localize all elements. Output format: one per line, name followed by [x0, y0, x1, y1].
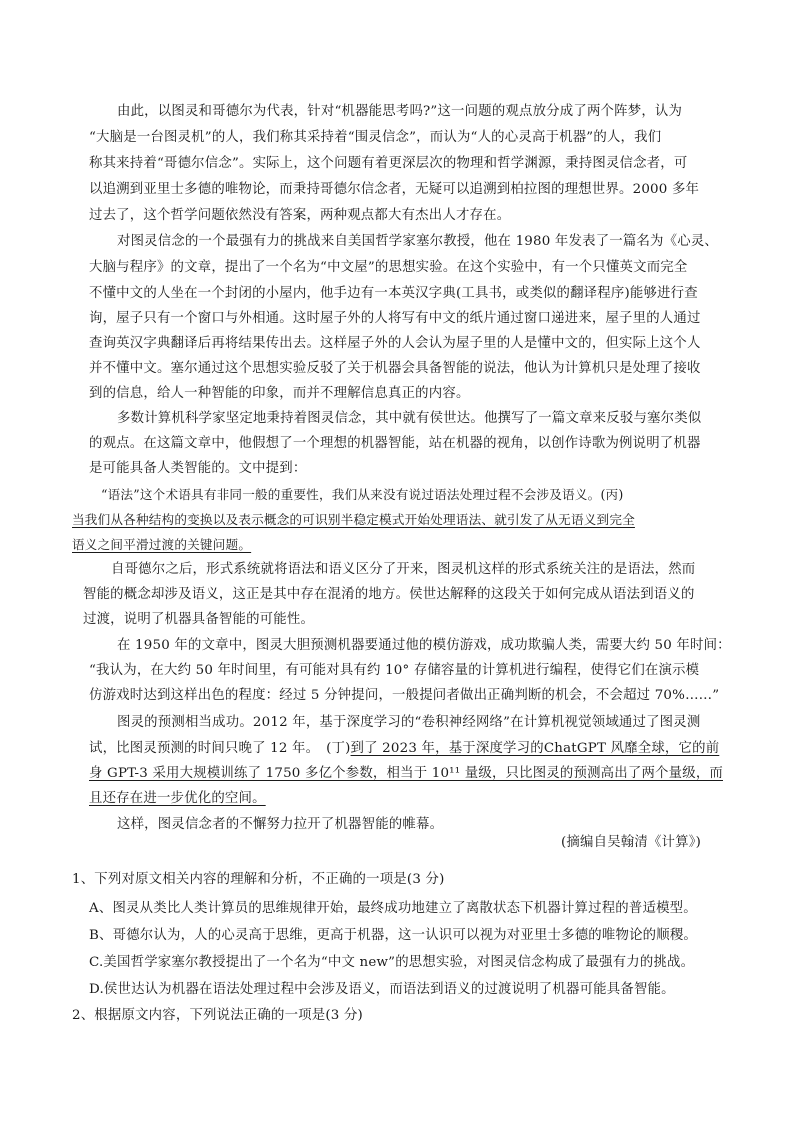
paragraph-line: 是可能具备人类智能的。文中提到： [89, 461, 307, 476]
paragraph-line: 由此，以图灵和哥德尔为代表，针对“机器能思考吗?”这一问题的观点放分成了两个阵梦，认为 [117, 104, 683, 119]
underlined-sentence: 语义之间平滑过渡的关键问题。 [72, 537, 252, 552]
option-d: D.侯世达认为机器在语法处理过程中会涉及语义，而语法到语义的过渡说明了机器可能具备智能。 [89, 982, 675, 997]
paragraph-line: 过渡，说明了机器具备智能的可能性。 [83, 612, 315, 627]
paragraph-line: “我认为，在大约 50 年时间里，有可能对具有约 10° 存储容量的计算机进行编程，使得它们在演示模 [89, 663, 700, 678]
paragraph-line: 询，屋子只有一个窗口与外相通。这时屋子外的人将写有中文的纸片通过窗口递进来，屋子里的人通过 [89, 311, 701, 326]
paragraph-line: 自哥德尔之后，形式系统就将语法和语义区分了开来，图灵机这样的形式系统关注的是语法，然而 [111, 562, 696, 577]
option-c: C.美国哲学家塞尔教授提出了一个名为“中文 new”的思想实验，对图灵信念构成了最强有力的挑战。 [89, 955, 695, 970]
paragraph-line: “大脑是一台图灵机”的人，我们称其采持着“围灵信念”，而认为“人的心灵高于机器”的人，我们 [89, 130, 662, 145]
paragraph-line: 到的信息，给人一种智能的印象，而并不理解信息真正的内容。 [89, 386, 470, 401]
question-stem: 2、根据原文内容，下列说法正确的一项是(3 分) [72, 1008, 363, 1023]
paragraph-line: 智能的概念却涉及语义，这正是其中存在混淆的地方。侯世达解释的这段关于如何完成从语法到语义的 [83, 587, 695, 602]
paragraph-line: 仿游戏时达到这样出色的程度：经过 5 分钟提问，一般提问者做出正确判断的机会，不会超过 70%……” [89, 688, 720, 703]
source-attribution: (摘编自吴翰清《计算》) [561, 835, 702, 850]
paragraph-line: 称其来持着“哥德尔信念”。实际上，这个问题有着更深层次的物理和哲学渊源，秉持图灵信念者，可 [89, 156, 688, 171]
option-b: B、哥德尔认为，人的心灵高于思维，更高于机器，这一认识可以视为对亚里士多德的唯物论的顺稷。 [89, 928, 698, 943]
paragraph-line: 这样，图灵信念者的不懈努力拉开了机器智能的帷幕。 [117, 817, 444, 832]
paragraph-line: 并不懂中文。塞尔通过这个思想实验反驳了关于机器会具备智能的说法，他认为计算机只是处理了接收 [89, 361, 701, 376]
paragraph-line: 在 1950 年的文章中，图灵大胆预测机器要通过他的模仿游戏，成功欺骗人类，需要大约 50 年时间： [117, 638, 731, 653]
paragraph-line: 图灵的预测相当成功。2012 年，基于深度学习的“卷积神经网络”在计算机视觉领域通过了图灵测 [117, 715, 701, 730]
underlined-sentence: 到了 2023 年，基于深度学习的ChatGPT 风靡全球，它的前 [350, 741, 720, 756]
option-a: A、图灵从类比人类计算员的思维规律开始，最终成功地建立了离散状态下机器计算过程的普适模型。 [89, 901, 697, 916]
paragraph-line [89, 739, 719, 759]
underlined-sentence: 当我们从各种结构的变换以及表示概念的可识别半稳定模式开始处理语法、就引发了从无语义到完全 [72, 512, 635, 527]
quote-line: “语法”这个术语具有非同一般的重要性，我们从来没有说过语法处理过程不会涉及语义。(丙) [101, 487, 624, 502]
underlined-sentence: 身 GPT-3 采用大规模训练了 1750 多亿个参数，相当于 10¹¹ 量级，只比图灵的预测高出了两个量级，而 [89, 766, 723, 781]
question-stem: 1、下列对原文相关内容的理解和分析，不正确的一项是(3 分) [72, 872, 445, 887]
paragraph-line: 大脑与程序》的文章，提出了一个名为“中文屋”的思想实验。在这个实验中，有一个只懂英文而完全 [89, 260, 688, 275]
underlined-sentence: 且还存在进一步优化的空间。 [89, 791, 266, 806]
plain-text: 试，比图灵预测的时间只晚了 12 年。 (丁) [89, 741, 351, 756]
paragraph-line: 过去了，这个哲学问题依然没有答案，两种观点都大有杰出人才存在。 [89, 208, 511, 223]
paragraph-line: 多数计算机科学家坚定地秉持着图灵信念，其中就有侯世达。他撰写了一篇文章来反驳与塞尔类似 [117, 411, 702, 426]
paragraph-line: 不懂中文的人坐在一个封闭的小屋内，他手边有一本英汉字典(工具书，或类似的翻译程序)能够进行查 [89, 286, 698, 301]
paragraph-line: 对图灵信念的一个最强有力的挑战来自美国哲学家塞尔教授，他在 1980 年发表了一篇名为《心灵、 [117, 234, 719, 249]
paragraph-line: 的观点。在这篇文章中，他假想了一个理想的机器智能，站在机器的视角，以创作诗歌为例说明了机器 [89, 436, 701, 451]
paragraph-line: 查询英汉字典翻译后再将结果传出去。这样屋子外的人会认为屋子里的人是懂中文的，但实际上这个人 [89, 336, 701, 351]
paragraph-line: 以追溯到亚里士多德的唯物论，而秉持哥德尔信念者，无疑可以追溯到柏拉图的理想世界。2000 多年 [89, 182, 700, 197]
